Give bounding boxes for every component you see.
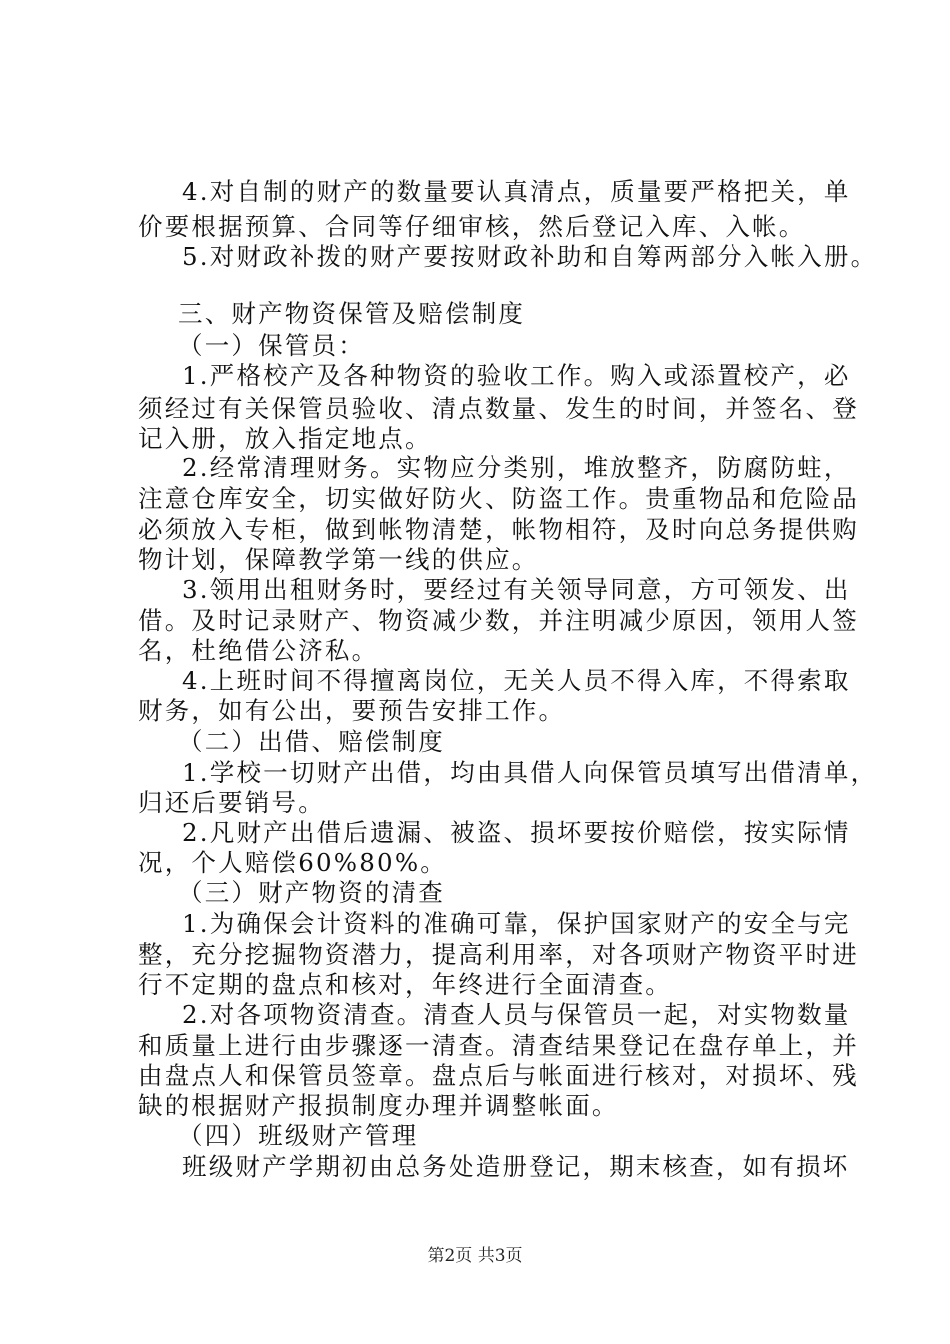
subsection-heading: （三）财产物资的清查 bbox=[178, 878, 445, 907]
text-line: 3.领用出租财务时，要经过有关领导同意，方可领发、出 bbox=[182, 575, 851, 604]
text-line: 物计划，保障教学第一线的供应。 bbox=[138, 545, 539, 574]
text-line: 2.经常清理财务。实物应分类别，堆放整齐，防腐防蛀， bbox=[182, 453, 851, 482]
text-line: 和质量上进行由步骤逐一清查。清查结果登记在盘存单上，并 bbox=[138, 1031, 859, 1060]
text-line: 必须放入专柜，做到帐物清楚，帐物相符，及时向总务提供购 bbox=[138, 515, 859, 544]
text-line: 整，充分挖掘物资潜力，提高利用率，对各项财产物资平时进 bbox=[138, 940, 859, 969]
section-heading: 三、财产物资保管及赔偿制度 bbox=[178, 299, 526, 328]
text-line: 4.上班时间不得擅离岗位，无关人员不得入库，不得索取 bbox=[182, 666, 851, 695]
text-line: 5.对财政补拨的财产要按财政补助和自筹两部分入帐入册。 bbox=[182, 242, 878, 271]
text-line: 归还后要销号。 bbox=[138, 788, 325, 817]
text-line: 2.对各项物资清查。清查人员与保管员一起，对实物数量 bbox=[182, 1000, 851, 1029]
text-line: 4.对自制的财产的数量要认真清点，质量要严格把关，单 bbox=[182, 177, 851, 206]
subsection-heading: （二）出借、赔偿制度 bbox=[178, 727, 445, 756]
text-line: 财务，如有公出，要预告安排工作。 bbox=[138, 696, 566, 725]
text-line: 况，个人赔偿60%80%。 bbox=[138, 848, 448, 877]
text-line: 须经过有关保管员验收、清点数量、发生的时间，并签名、登 bbox=[138, 394, 859, 423]
text-line: 2.凡财产出借后遗漏、被盗、损坏要按价赔偿，按实际情 bbox=[182, 818, 851, 847]
text-line: 1.为确保会计资料的准确可靠，保护国家财产的安全与完 bbox=[182, 909, 851, 938]
page-footer: 第2页 共3页 bbox=[427, 1246, 523, 1266]
text-line: 班级财产学期初由总务处造册登记，期末核查，如有损坏 bbox=[182, 1152, 850, 1181]
text-line: 借。及时记录财产、物资减少数，并注明减少原因，领用人签 bbox=[138, 606, 859, 635]
text-line: 注意仓库安全，切实做好防火、防盗工作。贵重物品和危险品 bbox=[138, 484, 859, 513]
text-line: 价要根据预算、合同等仔细审核，然后登记入库、入帐。 bbox=[138, 212, 806, 241]
text-line: 由盘点人和保管员签章。盘点后与帐面进行核对，对损坏、残 bbox=[138, 1061, 859, 1090]
text-line: 1.严格校产及各种物资的验收工作。购入或添置校产，必 bbox=[182, 361, 851, 390]
text-line: 缺的根据财产报损制度办理并调整帐面。 bbox=[138, 1091, 619, 1120]
subsection-heading: （四）班级财产管理 bbox=[178, 1121, 419, 1150]
text-line: 1.学校一切财产出借，均由具借人向保管员填写出借清单， bbox=[182, 758, 878, 787]
subsection-heading: （一）保管员： bbox=[178, 331, 365, 360]
text-line: 名，杜绝借公济私。 bbox=[138, 636, 379, 665]
text-line: 记入册，放入指定地点。 bbox=[138, 424, 432, 453]
text-line: 行不定期的盘点和核对，年终进行全面清查。 bbox=[138, 970, 672, 999]
